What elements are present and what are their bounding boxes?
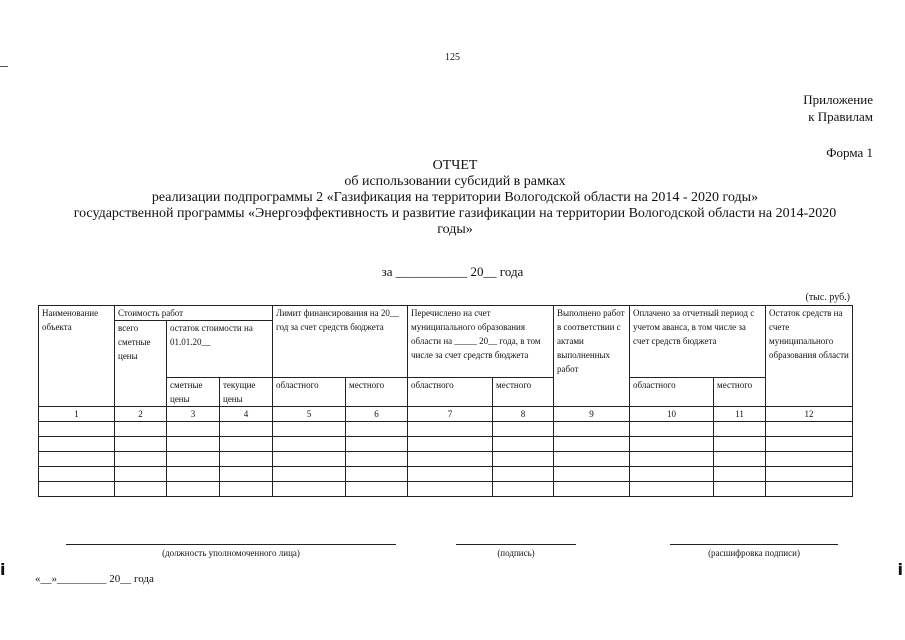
table-cell[interactable]: [273, 422, 346, 437]
decoding-caption: (расшифровка подписи): [708, 548, 800, 558]
table-cell[interactable]: [766, 437, 853, 452]
table-cell[interactable]: [115, 482, 167, 497]
table-cell[interactable]: [220, 422, 273, 437]
table-cell[interactable]: [554, 482, 630, 497]
header-transfer-local: местного: [493, 378, 554, 407]
table-cell[interactable]: [408, 422, 493, 437]
header-paid-local: местного: [714, 378, 766, 407]
table-row: [39, 422, 853, 437]
column-number: 8: [493, 407, 554, 422]
header-done: Выполнено работ в соответствии с актами выполненных работ: [554, 306, 630, 407]
table-cell[interactable]: [39, 437, 115, 452]
form-label: Форма 1: [826, 145, 873, 160]
table-cell[interactable]: [115, 422, 167, 437]
table-cell[interactable]: [220, 467, 273, 482]
table-cell[interactable]: [714, 422, 766, 437]
table-cell[interactable]: [493, 482, 554, 497]
column-number: 2: [115, 407, 167, 422]
table-cell[interactable]: [766, 452, 853, 467]
decoding-signature-line[interactable]: [670, 544, 838, 545]
table-cell[interactable]: [493, 452, 554, 467]
table-cell[interactable]: [167, 437, 220, 452]
table-cell[interactable]: [273, 452, 346, 467]
column-number: 10: [630, 407, 714, 422]
table-cell[interactable]: [167, 422, 220, 437]
table-cell[interactable]: [493, 437, 554, 452]
column-number: 4: [220, 407, 273, 422]
table-cell[interactable]: [115, 452, 167, 467]
table-cell[interactable]: [167, 467, 220, 482]
table-cell[interactable]: [554, 467, 630, 482]
table-cell[interactable]: [220, 452, 273, 467]
title-line-2: об использовании субсидий в рамках: [344, 174, 566, 189]
table-cell[interactable]: [39, 422, 115, 437]
table-cell[interactable]: [766, 482, 853, 497]
column-number: 1: [39, 407, 115, 422]
table-cell[interactable]: [346, 467, 408, 482]
table-cell[interactable]: [714, 437, 766, 452]
table-cell[interactable]: [630, 467, 714, 482]
report-title: [30, 158, 880, 238]
title-line-3: реализации подпрограммы 2 «Газификация на территории Вологодской области на 2014 - 2020 годы»: [151, 190, 759, 205]
header-limit: Лимит финансирования на 20__ год за счет средств бюджета: [273, 306, 408, 378]
column-number-row: [39, 407, 853, 422]
header-transfer-regional: областного: [408, 378, 493, 407]
table-cell[interactable]: [408, 452, 493, 467]
column-number: 5: [273, 407, 346, 422]
table-cell[interactable]: [346, 482, 408, 497]
report-period: за ___________ 20__ года: [381, 264, 524, 279]
table-cell[interactable]: [39, 467, 115, 482]
edge-mark-left: i: [0, 560, 6, 579]
table-cell[interactable]: [714, 482, 766, 497]
table-body: [39, 422, 853, 497]
table-cell[interactable]: [220, 482, 273, 497]
title-line-5: годы»: [437, 222, 473, 237]
table-cell[interactable]: [115, 437, 167, 452]
units-label: (тыс. руб.): [805, 292, 850, 303]
table-cell[interactable]: [714, 452, 766, 467]
appendix-line-2: к Правилам: [808, 109, 873, 124]
header-remain-estimate: сметные цены: [167, 378, 220, 407]
appendix-note: [803, 91, 873, 125]
table-cell[interactable]: [167, 482, 220, 497]
header-limit-local: местного: [346, 378, 408, 407]
column-number: 11: [714, 407, 766, 422]
signature-line[interactable]: [456, 544, 576, 545]
table-cell[interactable]: [273, 467, 346, 482]
table-cell[interactable]: [273, 437, 346, 452]
column-number: 7: [408, 407, 493, 422]
position-caption: (должность уполномоченного лица): [162, 548, 300, 558]
title-line-1: ОТЧЕТ: [432, 158, 478, 173]
header-remain-current: текущие цены: [220, 378, 273, 407]
table-row: [39, 437, 853, 452]
table-row: [39, 482, 853, 497]
page-number: 125: [445, 52, 460, 63]
signature-caption: (подпись): [497, 548, 535, 558]
header-transfer: Перечислено на счет муниципального образования области на _____ 20__ года, в том числе за счет средств бюджета: [408, 306, 554, 378]
position-signature-line[interactable]: [66, 544, 396, 545]
table-cell[interactable]: [346, 437, 408, 452]
table-cell[interactable]: [630, 452, 714, 467]
column-number: 3: [167, 407, 220, 422]
column-number: 9: [554, 407, 630, 422]
column-number: 12: [766, 407, 853, 422]
table-cell[interactable]: [408, 467, 493, 482]
table-cell[interactable]: [273, 482, 346, 497]
table-cell[interactable]: [630, 437, 714, 452]
edge-mark-right: i: [897, 560, 903, 579]
table-cell[interactable]: [39, 452, 115, 467]
column-number: 6: [346, 407, 408, 422]
table-cell[interactable]: [167, 452, 220, 467]
table-cell[interactable]: [554, 452, 630, 467]
date-line: «__»_________ 20__ года: [35, 573, 154, 585]
appendix-line-1: Приложение: [803, 92, 873, 107]
table-cell[interactable]: [630, 422, 714, 437]
table-row: [39, 467, 853, 482]
table-cell[interactable]: [346, 452, 408, 467]
header-cost-remain: остаток стоимости на 01.01.20__: [167, 321, 273, 378]
report-table: [38, 305, 853, 497]
table-cell[interactable]: [493, 467, 554, 482]
table-cell[interactable]: [115, 467, 167, 482]
header-cost-estimate: всего сметные цены: [115, 321, 167, 407]
table-cell[interactable]: [346, 422, 408, 437]
table-cell[interactable]: [408, 437, 493, 452]
title-line-4: государственной программы «Энергоэффективность и развитие газификации на территории Вологодской области на 2014-2020: [73, 206, 837, 221]
edge-tick: [0, 66, 8, 67]
header-object-name: Наименование объекта: [39, 306, 115, 407]
table-cell[interactable]: [630, 482, 714, 497]
table-cell[interactable]: [39, 482, 115, 497]
header-limit-regional: областного: [273, 378, 346, 407]
header-cost: Стоимость работ: [115, 306, 273, 321]
table-cell[interactable]: [766, 422, 853, 437]
table-cell[interactable]: [493, 422, 554, 437]
table-cell[interactable]: [766, 467, 853, 482]
header-paid-regional: областного: [630, 378, 714, 407]
header-balance: Остаток средств на счете муниципального образования области: [766, 306, 853, 407]
table-cell[interactable]: [554, 437, 630, 452]
header-paid: Оплачено за отчетный период с учетом аванса, в том числе за счет средств бюджета: [630, 306, 766, 378]
table-cell[interactable]: [408, 482, 493, 497]
table-cell[interactable]: [554, 422, 630, 437]
table-row: [39, 452, 853, 467]
table-cell[interactable]: [714, 467, 766, 482]
table-cell[interactable]: [220, 437, 273, 452]
